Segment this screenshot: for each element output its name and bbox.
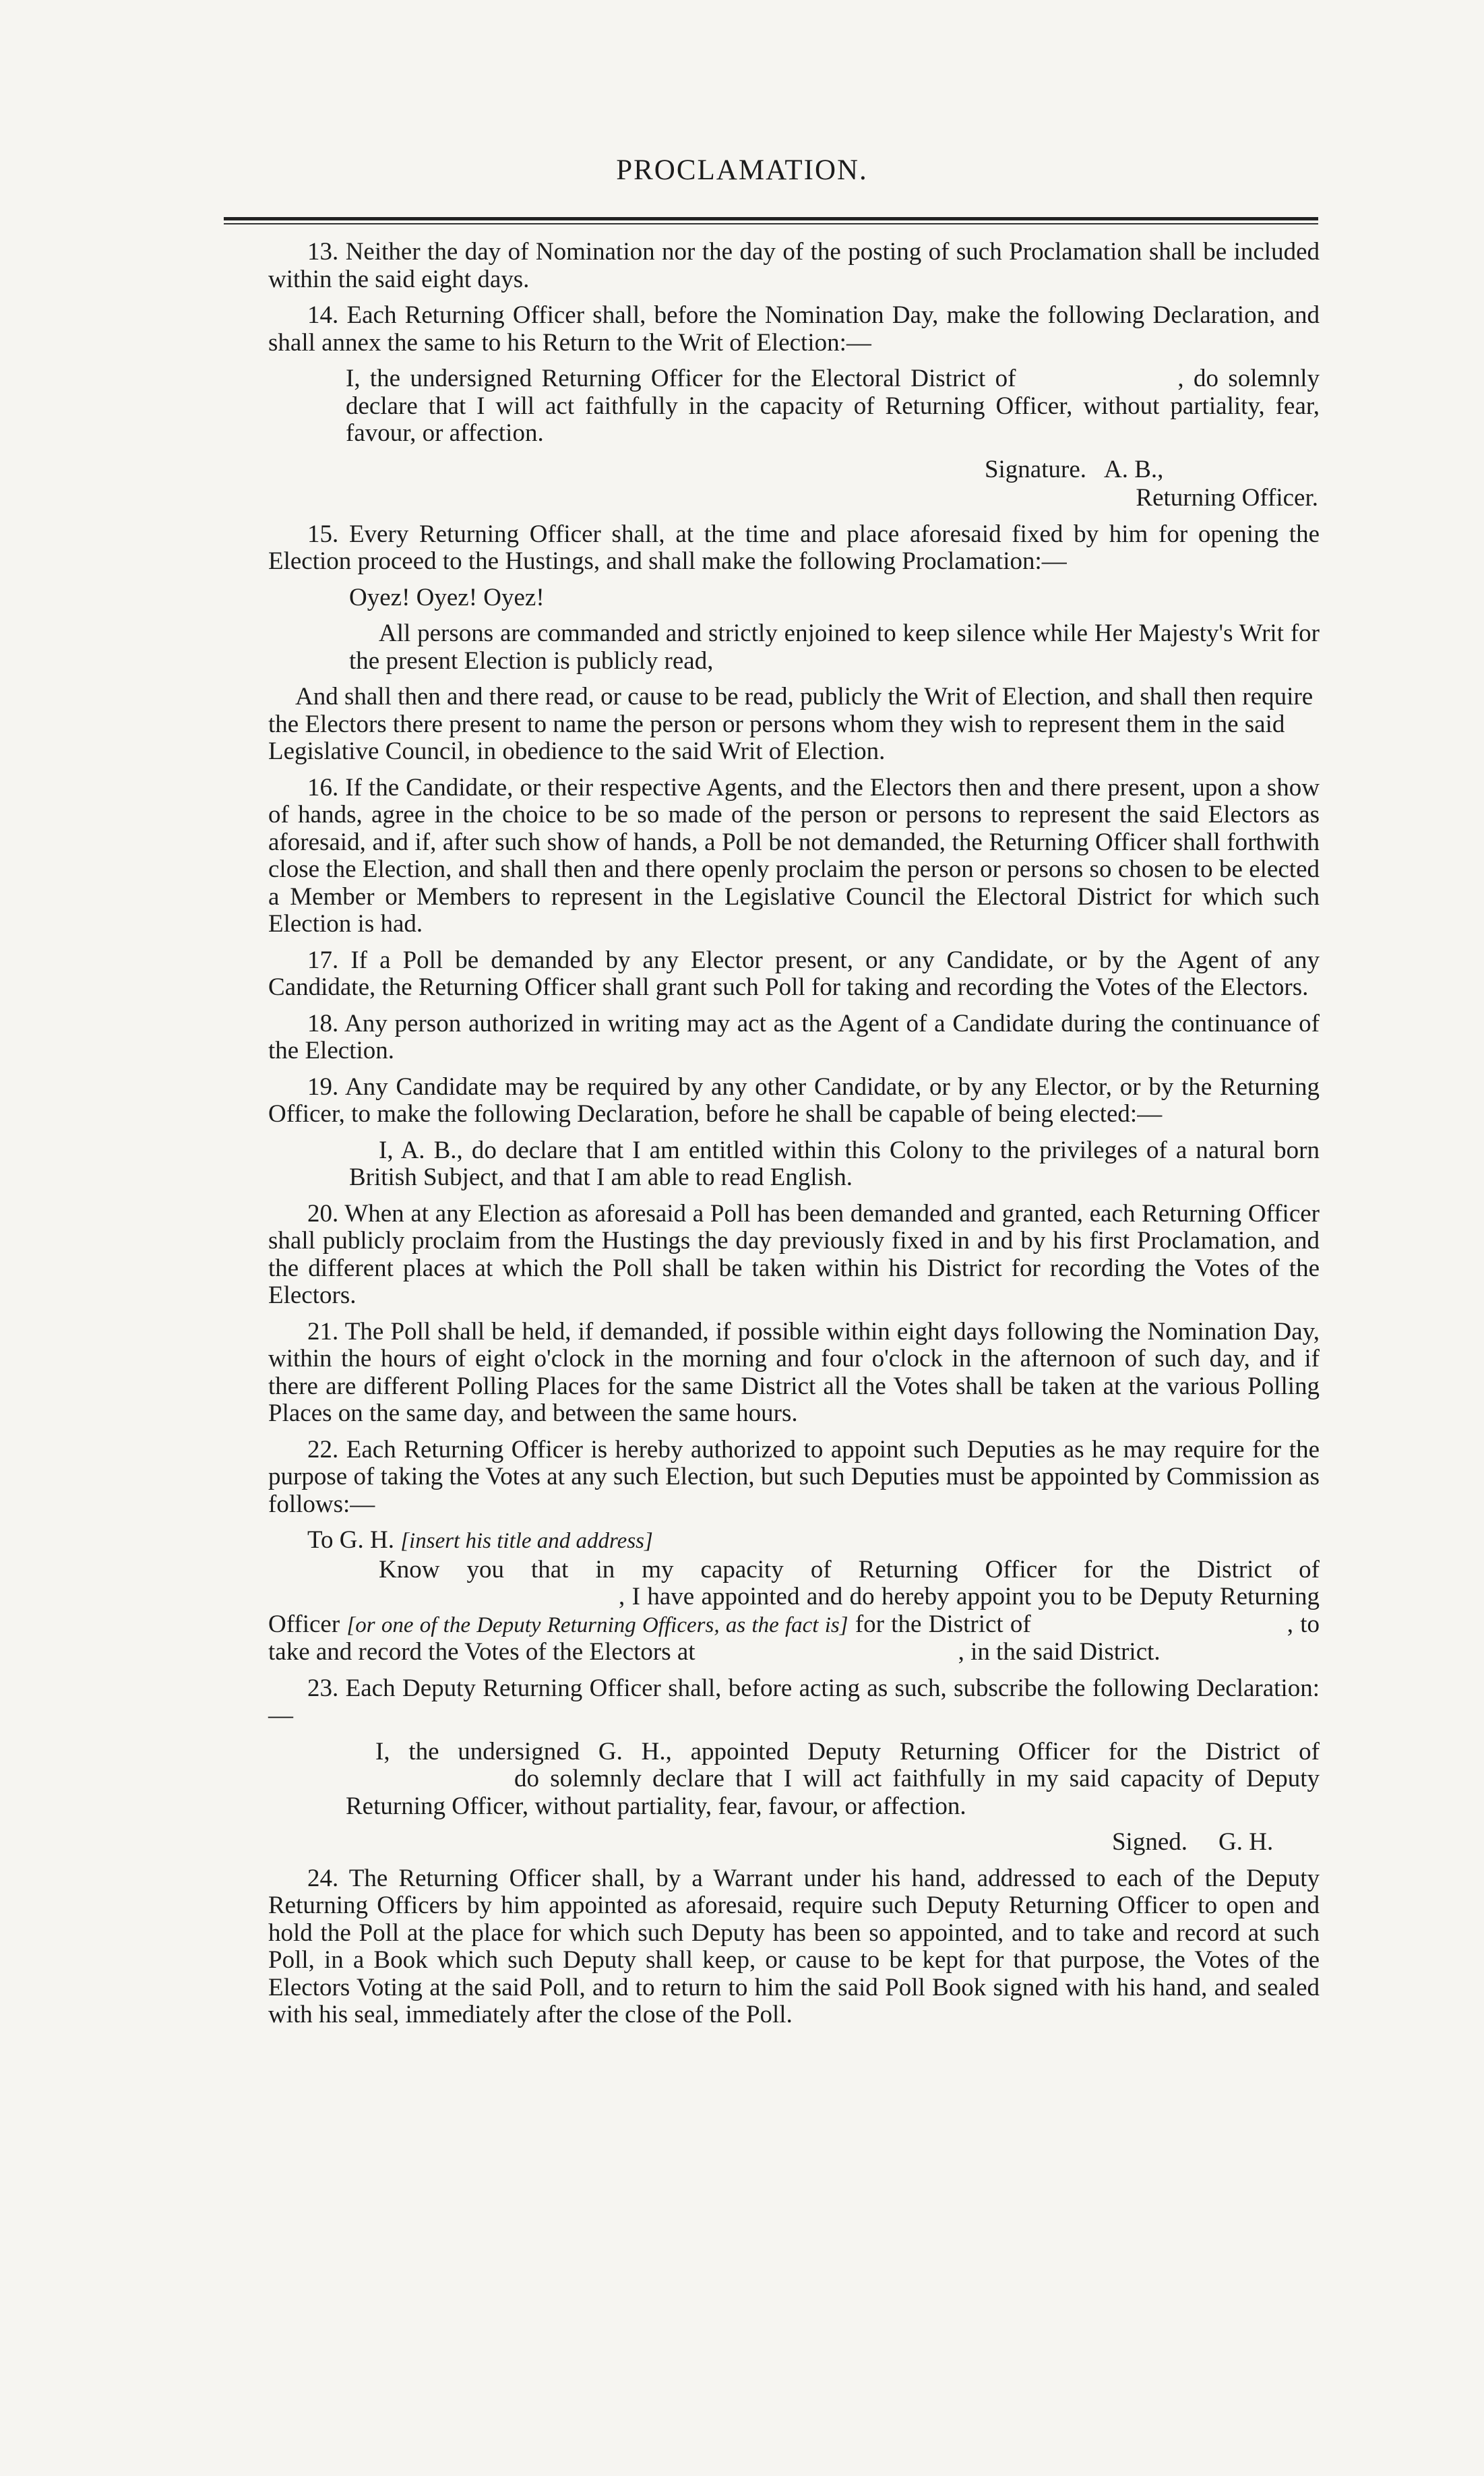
commission-note: [or one of the Deputy Returning Officers, as the fact is] [346,1612,848,1637]
commission-address [307,1527,1320,1555]
page-title: PROCLAMATION. [616,154,868,186]
section-22: 22. Each Returning Officer is hereby authorized to appoint such Deputies as he may require for the purpose of taking the Votes at any such Election, but such Deputies must be appointed by Commission as follows:— [268,1435,1320,1518]
signature-label: Signature. [984,455,1086,483]
section-15-continuation: And shall then and there read, or cause to be read, publicly the Writ of Election, and shall then require the Electors there present to name the person or persons whom they wish to represent them in the said Legislative Council, in obedience to the said Writ of Election. [268,683,1313,765]
commission-text-2: , I have appointed and do hereby appoint you to be Deputy Returning Officer [268,1583,1320,1638]
commission-text-5: , in the said District. [958,1638,1161,1666]
section-17: 17. If a Poll be demanded by any Elector present, or any Candidate, or by the Agent of any Candidate, the Returning Officer shall grant such Poll for taking and recording the Votes of the Electors. [268,946,1320,1001]
oyez-line: Oyez! Oyez! Oyez! [349,583,545,611]
section-20: 20. When at any Election as aforesaid a Poll has been demanded and granted, each Returning Officer shall publicly proclaim from the Hustings the day previously fixed in and by his first Proclamation, and the different places at which the Poll shall be taken within his District for recording the Votes of the Electors. [268,1199,1320,1309]
signed-name: G. H. [1218,1828,1274,1856]
section-18: 18. Any person authorized in writing may act as the Agent of a Candidate during the continuance of the Election. [268,1009,1320,1064]
section-13: 13. Neither the day of Nomination nor the day of the posting of such Proclamation shall be included within the said eight days. [268,238,1320,293]
section-16: 16. If the Candidate, or their respective Agents, and the Electors then and there present, upon a show of hands, agree in the choice to be so made of the person or persons to represent the said Electors as aforesaid, and if, after such show of hands, a Poll be not demanded, the Returning Officer shall forthwith close the Election, and shall then and there openly proclaim the person or persons so chosen to be elected a Member or Members to represent in the Legislative Council the Electoral District for which such Election is had. [268,773,1320,938]
deputy-signature-line [268,1829,1320,1856]
section-19: 19. Any Candidate may be required by any other Candidate, or by any Elector, or by the Returning Officer, to make the following Declaration, before he shall be capable of being elected:— [268,1073,1320,1128]
deputy-declaration-text-1: I, the undersigned G. H., appointed Deputy Returning Officer for the District of [375,1737,1320,1765]
header-rule-thin [224,223,1318,224]
silence-command: All persons are commanded and strictly enjoined to keep silence while Her Majesty's Writ for the present Election is publicly read, [349,620,1320,675]
signature-office: Returning Officer. [1136,484,1318,512]
signature-name: A. B., [1104,455,1164,483]
section-21: 21. The Poll shall be held, if demanded, if possible within eight days following the Nomination Day, within the hours of eight o'clock in the morning and four o'clock in the afternoon of such day, and if there are different Polling Places for the same District all the Votes shall be taken at the various Polling Places on the same day, and between the same hours. [268,1317,1320,1427]
signature-line [268,456,1320,484]
declaration-text-1: I, the undersigned Returning Officer for the Electoral District of [346,365,1016,392]
commission-text-4: , to take and record the Votes of the Electors at [268,1610,1320,1666]
document-body [268,239,1320,2038]
section-14: 14. Each Returning Officer shall, before the Nomination Day, make the following Declaration, and shall annex the same to his Return to the Writ of Election:— [268,301,1320,357]
candidate-declaration: I, A. B., do declare that I am entitled within this Colony to the privileges of a natural born British Subject, and that I am able to read English. [349,1136,1320,1191]
signed-label: Signed. [1111,1828,1187,1856]
commission-to-note: [insert his title and address] [400,1529,653,1553]
deputy-declaration [346,1739,1320,1821]
commission-text [268,1557,1320,1666]
section-24: 24. The Returning Officer shall, by a Warrant under his hand, addressed to each of the Deputy Returning Officers by him appointed as aforesaid, require such Deputy Returning Officer to open and hold the Poll at the place for which such Deputy has been so appointed, and to take and record at such Poll, in a Book which such Deputy shall keep, or cause to be kept for that purpose, the Votes of the Electors Voting at the said Poll, and to return to him the said Poll Book signed with his hand, and sealed with his seal, immediately after the close of the Poll. [268,1864,1320,2028]
declaration-text-2: , do solemnly declare that I will act faithfully in the capacity of Returning Officer, without partiality, fear, favour, or affection. [346,365,1320,447]
deputy-declaration-text-2: do solemnly declare that I will act faithfully in my said capacity of Deputy Returning Officer, without partiality, fear, favour, or affection. [346,1765,1320,1820]
section-15: 15. Every Returning Officer shall, at the time and place aforesaid fixed by him for opening the Election proceed to the Hustings, and shall make the following Proclamation:— [268,520,1320,575]
header-rule-thick [224,217,1318,220]
commission-text-1: Know you that in my capacity of Returning Officer for the District of [379,1555,1320,1583]
returning-officer-declaration [346,365,1320,448]
section-23: 23. Each Deputy Returning Officer shall, before acting as such, subscribe the following Declaration:— [268,1674,1320,1729]
commission-to: To G. H. [307,1526,394,1554]
commission-text-3: for the District of [855,1610,1031,1638]
